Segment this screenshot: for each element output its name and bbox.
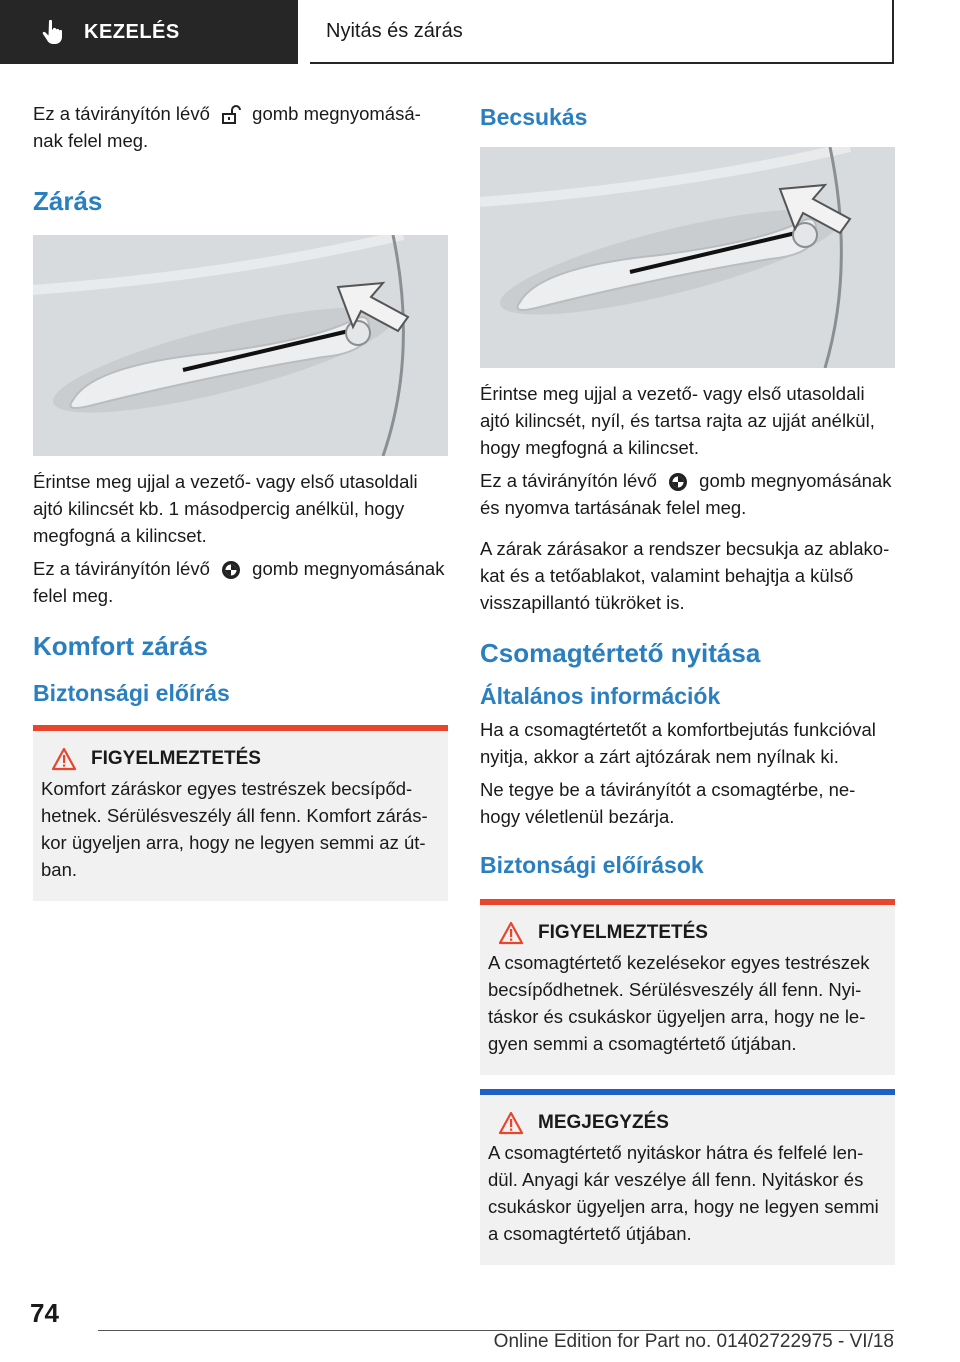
hand-pointer-icon	[40, 18, 68, 46]
warning-box	[480, 899, 895, 1075]
closing-note: A zárak zárásakor a rendszer becsukja az ablako-kat és a tetőablakot, valamint behajtja a külső visszapillantó tükröket is.	[480, 538, 890, 613]
locking-remote-after: gomb megnyomásának felel meg.	[33, 558, 445, 606]
section-label: KEZELÉS	[84, 20, 180, 43]
closing-remote-paragraph	[480, 467, 895, 521]
closing-remote-after: gomb megnyomásának és nyomva tartásának felel meg.	[480, 470, 892, 518]
warning-text: A csomagtértető kezelésekor egyes testrészek becsípődhetnek. Sérülésveszély áll fenn. Nyi-táskor és csukáskor ügyeljen arra, hogy ne le-gyen semmi a csomagtértető útjában.	[488, 952, 870, 1054]
bmw-logo-icon	[221, 560, 241, 580]
heading-safety-rules: Biztonsági előírások	[480, 852, 704, 878]
left-column	[33, 100, 448, 901]
footer-edition: Online Edition for Part no. 01402722975 - VI/18	[493, 1331, 894, 1352]
bmw-logo-icon	[668, 472, 688, 492]
heading-general-info: Általános információk	[480, 683, 721, 709]
intro-text-after: gomb megnyomásá-nak felel meg.	[33, 103, 421, 151]
note-box	[480, 1089, 895, 1265]
warning-triangle-icon	[498, 921, 524, 945]
unlock-icon	[221, 104, 241, 126]
intro-text-before: Ez a távirányítón lévő	[33, 103, 210, 124]
page-title: Nyitás és zárás	[310, 0, 894, 64]
note-text: A csomagtértető nyitáskor hátra és felfelé len-dül. Anyagi kár veszélye áll fenn. Nyitáskor és csukáskor ügyeljen arra, hogy ne legyen semmi a csomagtértető útjában.	[488, 1142, 879, 1244]
warning-triangle-icon	[51, 747, 77, 771]
door-handle-photo-locking	[33, 235, 448, 456]
heading-trunk-opening: Csomagtértető nyitása	[480, 638, 761, 668]
general-text-2: Ne tegye be a távirányítót a csomagtérbe, ne-hogy véletlenül bezárja.	[480, 779, 856, 827]
locking-remote-before: Ez a távirányítón lévő	[33, 558, 210, 579]
warning-box	[33, 725, 448, 901]
closing-remote-before: Ez a távirányítón lévő	[480, 470, 657, 491]
warning-triangle-icon	[498, 1111, 524, 1135]
closing-text: Érintse meg ujjal a vezető- vagy első utasoldali ajtó kilincsét, nyíl, és tartsa rajta az ujját anélkül, hogy megfogná a kilincset.	[480, 383, 875, 458]
note-title: MEGJEGYZÉS	[538, 1112, 669, 1133]
warning-title: FIGYELMEZTETÉS	[91, 748, 261, 769]
heading-closing: Becsukás	[480, 104, 588, 130]
section-tab[interactable]	[0, 0, 298, 64]
heading-locking: Zárás	[33, 186, 103, 216]
page-number: 74	[30, 1298, 59, 1328]
general-text-1: Ha a csomagtértetőt a komfortbejutás funkcióval nyitja, akkor a zárt ajtózárak nem nyílnak ki.	[480, 719, 876, 767]
door-handle-photo-closing	[480, 147, 895, 368]
warning-text: Komfort záráskor egyes testrészek becsípőd-hetnek. Sérülésveszély áll fenn. Komfort zárás-kor ügyeljen arra, hogy ne legyen semmi az út-ban.	[41, 778, 428, 880]
locking-remote-paragraph	[33, 555, 448, 609]
heading-comfort-locking: Komfort zárás	[33, 631, 208, 661]
right-column	[480, 100, 895, 1265]
heading-safety: Biztonsági előírás	[33, 680, 230, 706]
locking-text: Érintse meg ujjal a vezető- vagy első utasoldali ajtó kilincsét kb. 1 másodpercig anélkül, hogy megfogná a kilincset.	[33, 471, 418, 546]
warning-title: FIGYELMEZTETÉS	[538, 922, 708, 943]
intro-paragraph	[33, 100, 448, 154]
